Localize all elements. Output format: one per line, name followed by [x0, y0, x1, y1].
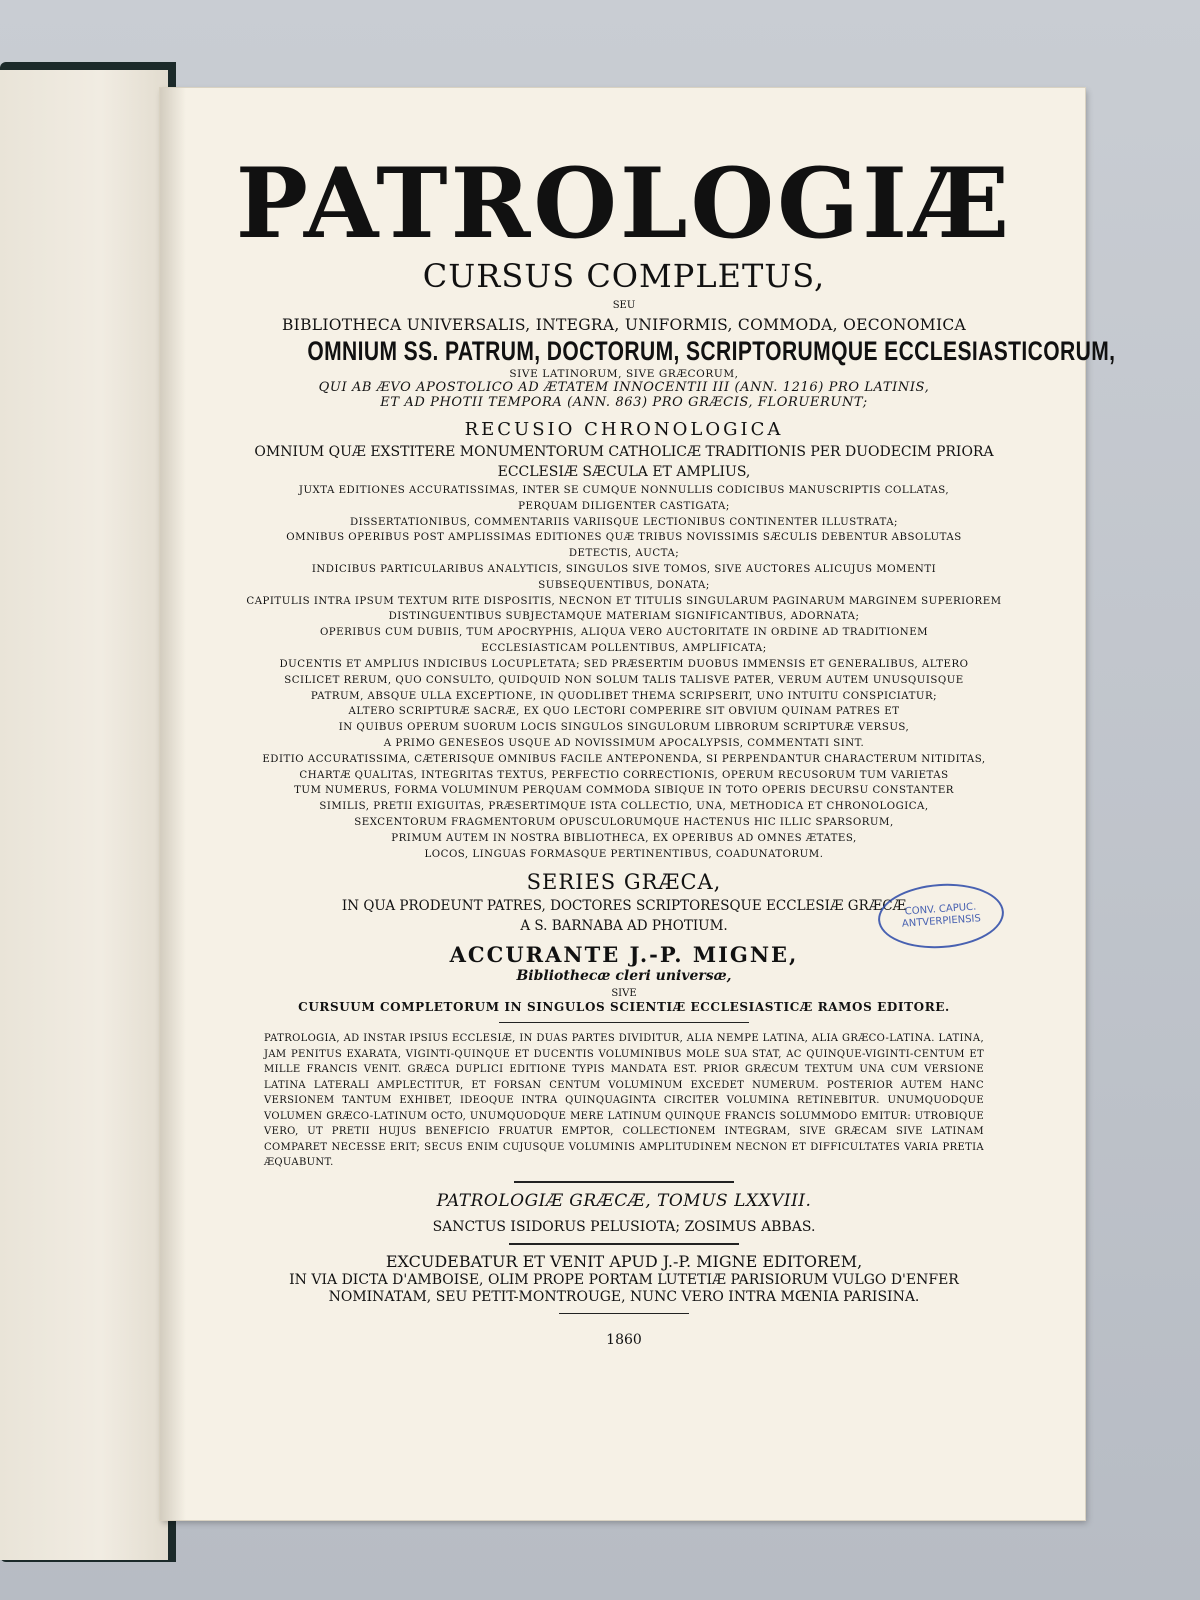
- body-line: SIMILIS, PRETII EXIGUITAS, PRÆSERTIMQUE ISTA COLLECTIO, UNA, METHODICA ET CHRONOLOGICA,: [319, 801, 929, 813]
- omnium-quae-line-1: OMNIUM QUÆ EXSTITERE MONUMENTORUM CATHOLICÆ TRADITIONIS PER DUODECIM PRIORA: [254, 443, 994, 460]
- body-line: PERQUAM DILIGENTER CASTIGATA;: [518, 500, 730, 512]
- stamp-line-2: ANTVERPIENSIS: [901, 913, 982, 930]
- body-line: OPERIBUS CUM DUBIIS, TUM APOCRYPHIS, ALIQUA VERO AUCTORITATE IN ORDINE AD TRADITIONEM: [319, 627, 929, 639]
- body-line: IN QUIBUS OPERUM SUORUM LOCIS SINGULOS SINGULORUM LIBRORUM SCRIPTURÆ VERSUS,: [338, 722, 910, 734]
- body-line: DETECTIS, AUCTA;: [568, 548, 680, 560]
- body-line: CAPITULIS INTRA IPSUM TEXTUM RITE DISPOSITIS, NECNON ET TITULIS SINGULARUM PAGINARUM MARGINEM SUPERIOREM: [246, 595, 1002, 607]
- body-line: SCILICET RERUM, QUO CONSULTO, QUIDQUID NON SOLUM TALIS TALISVE PATER, VERUM AUTEM UNUSQUISQUE: [284, 674, 964, 686]
- body-line: DUCENTIS ET AMPLIUS INDICIBUS LOCUPLETATA; SED PRÆSERTIM DUOBUS IMMENSIS ET GENERALIBUS, ALTERO: [279, 658, 969, 670]
- body-line: LOCOS, LINGUAS FORMASQUE PERTINENTIBUS, COADUNATORUM.: [424, 848, 824, 860]
- qui-ab-aevo-line-1: QUI AB ÆVO APOSTOLICO AD ÆTATEM INNOCENTII III (ANN. 1216) PRO LATINIS,: [318, 380, 930, 396]
- omnium-quae-line-2: ECCLESIÆ SÆCULA ET AMPLIUS,: [497, 464, 751, 481]
- divider-rule: [559, 1313, 689, 1314]
- body-line: PATRUM, ABSQUE ULLA EXCEPTIONE, IN QUODLIBET THEMA SCRIPSERIT, UNO INTUITU CONSPICIATUR;: [310, 690, 938, 702]
- publication-year: 1860: [606, 1332, 642, 1349]
- body-line: EDITIO ACCURATISSIMA, CÆTERISQUE OMNIBUS FACILE ANTEPONENDA, SI PERPENDANTUR CHARACTERUM NITIDITAS,: [262, 753, 986, 765]
- recusio-heading: RECUSIO CHRONOLOGICA: [464, 418, 784, 440]
- body-line: ALTERO SCRIPTURÆ SACRÆ, EX QUO LECTORI COMPERIRE SIT OBVIUM QUINAM PATRES ET: [348, 706, 900, 718]
- authors-line: SANCTUS ISIDORUS PELUSIOTA; ZOSIMUS ABBAS.: [432, 1218, 816, 1235]
- imprint-line-3: NOMINATAM, SEU PETIT-MONTROUGE, NUNC VERO INTRA MŒNIA PARISINA.: [328, 1288, 920, 1305]
- in-qua-line-1: IN QUA PRODEUNT PATRES, DOCTORES SCRIPTORESQUE ECCLESIÆ GRÆCÆ: [341, 898, 907, 915]
- body-line: JUXTA EDITIONES ACCURATISSIMAS, INTER SE CUMQUE NONNULLIS CODICIBUS MANUSCRIPTIS COLLATAS,: [298, 484, 950, 496]
- divider-rule: [509, 1243, 739, 1245]
- body-line: ECCLESIASTICAM POLLENTIBUS, AMPLIFICATA;: [481, 643, 767, 655]
- body-line: CHARTÆ QUALITAS, INTEGRITAS TEXTUS, PERFECTIO CORRECTIONIS, OPERUM RECUSORUM TUM VARIETAS: [299, 769, 949, 781]
- page-gutter-shadow: [160, 88, 186, 1520]
- accurante-heading: ACCURANTE J.-P. MIGNE,: [449, 942, 799, 968]
- main-title: PATROLOGIÆ: [235, 147, 1013, 260]
- body-line: SUBSEQUENTIBUS, DONATA;: [538, 579, 710, 591]
- imprint-line-2: IN VIA DICTA D'AMBOISE, OLIM PROPE PORTAM LUTETIÆ PARISIORUM VULGO D'ENFER: [289, 1272, 959, 1289]
- body-line: DISTINGUENTIBUS SUBJECTAMQUE MATERIAM SIGNIFICANTIBUS, ADORNATA;: [388, 611, 860, 623]
- subtitle: CURSUS COMPLETUS,: [422, 257, 826, 295]
- body-line: TUM NUMERUS, FORMA VOLUMINUM PERQUAM COMMODA SIBIQUE IN TOTO OPERIS DECURSU CONSTANTER: [294, 785, 954, 797]
- body-line: DISSERTATIONIBUS, COMMENTARIIS VARIISQUE LECTIONIBUS CONTINENTER ILLUSTRATA;: [350, 516, 898, 528]
- bibliotheca-line: BIBLIOTHECA UNIVERSALIS, INTEGRA, UNIFORMIS, COMMODA, OECONOMICA: [281, 315, 967, 334]
- description-block: [218, 483, 1030, 863]
- cursuum-line: CURSUUM COMPLETORUM IN SINGULOS SCIENTIÆ ECCLESIASTICÆ RAMOS EDITORE.: [298, 1000, 950, 1015]
- tomus-line: PATROLOGIÆ GRÆCÆ, TOMUS LXXVIII.: [436, 1190, 812, 1211]
- title-page: [160, 88, 1116, 1520]
- omnium-line: OMNIUM SS. PATRUM, DOCTORUM, SCRIPTORUMQUE ECCLESIASTICORUM,: [307, 335, 1116, 366]
- bibliothecae-cleri-line: Bibliothecæ cleri universæ,: [516, 967, 732, 984]
- seu-line: SEU: [612, 299, 636, 311]
- body-line: OMNIBUS OPERIBUS POST AMPLISSIMAS EDITIONES QUÆ TRIBUS NOVISSIMIS SÆCULIS DEBENTUR ABSOLUTAS: [286, 532, 962, 544]
- body-line: PRIMUM AUTEM IN NOSTRA BIBLIOTHECA, EX OPERIBUS AD OMNES ÆTATES,: [391, 832, 857, 844]
- body-line: SEXCENTORUM FRAGMENTORUM OPUSCULORUMQUE HACTENUS HIC ILLIC SPARSORUM,: [354, 817, 894, 829]
- in-qua-line-2: A S. BARNABA AD PHOTIUM.: [520, 918, 728, 935]
- body-line: A PRIMO GENESEOS USQUE AD NOVISSIMUM APOCALYPSIS, COMMENTATI SINT.: [383, 737, 865, 749]
- stamp-line-1: CONV. CAPUC.: [904, 901, 977, 918]
- divider-rule: [499, 1022, 749, 1023]
- imprint-line-1: EXCUDEBATUR ET VENIT APUD J.-P. MIGNE EDITOREM,: [385, 1252, 863, 1272]
- body-line: INDICIBUS PARTICULARIBUS ANALYTICIS, SINGULOS SIVE TOMOS, SIVE AUCTORES ALICUJUS MOMENTI: [311, 564, 937, 576]
- patrologia-paragraph: PATROLOGIA, AD INSTAR IPSIUS ECCLESIÆ, IN DUAS PARTES DIVIDITUR, ALIA NEMPE LATINA, ALIA GRÆCO-LATINA. LATINA, JAM PENITUS EXARATA, VIGINTI-QUINQUE ET DUCENTIS VOLUMINIBUS MOLE SUA STAT, AC QUINQUE-VIGINTI-CENTUM ET MILLE FRANCIS VENIT. GRÆCA DUPLICI EDITIONE TYPIS MANDATA EST. PRIOR GRÆCUM TEXTUM UNA CUM VERSIONE LATINA LATERALI AMPLECTITUR, ET FORSAN CENTUM VOLUMINUM EXCEDET NUMERUM. POSTERIOR AUTEM HANC VERSIONEM TANTUM EXHIBET, IDEOQUE INTRA QUINQUAGINTA CIRCITER VOLUMINA RETINEBITUR. UNUMQUODQUE VOLUMEN GRÆCO-LATINUM OCTO, UNUMQUODQUE MERE LATINUM QUINQUE FRANCIS SOLUMMODO EMITUR: UTROBIQUE VERO, UT PRETII HUJUS BENEFICIO FRUATUR EMPTOR, COLLECTIONEM INTEGRAM, SIVE GRÆCAM SIVE LATINAM COMPARET NECESSE ERIT; SECUS ENIM CUJUSQUE VOLUMINIS AMPLITUDINEM NECNON ET DIFFICULTATES VARIA PRETIA ÆQUABUNT.: [264, 1033, 984, 1169]
- divider-rule: [514, 1181, 734, 1183]
- sive-line: SIVE: [611, 988, 637, 1000]
- qui-ab-aevo-line-2: ET AD PHOTII TEMPORA (ANN. 863) PRO GRÆCIS, FLORUERUNT;: [380, 395, 868, 411]
- title-page-content: [218, 147, 1116, 1349]
- sive-latinorum-line: SIVE LATINORUM, SIVE GRÆCORUM,: [509, 367, 739, 380]
- series-heading: SERIES GRÆCA,: [526, 870, 722, 895]
- left-page: [0, 70, 168, 1560]
